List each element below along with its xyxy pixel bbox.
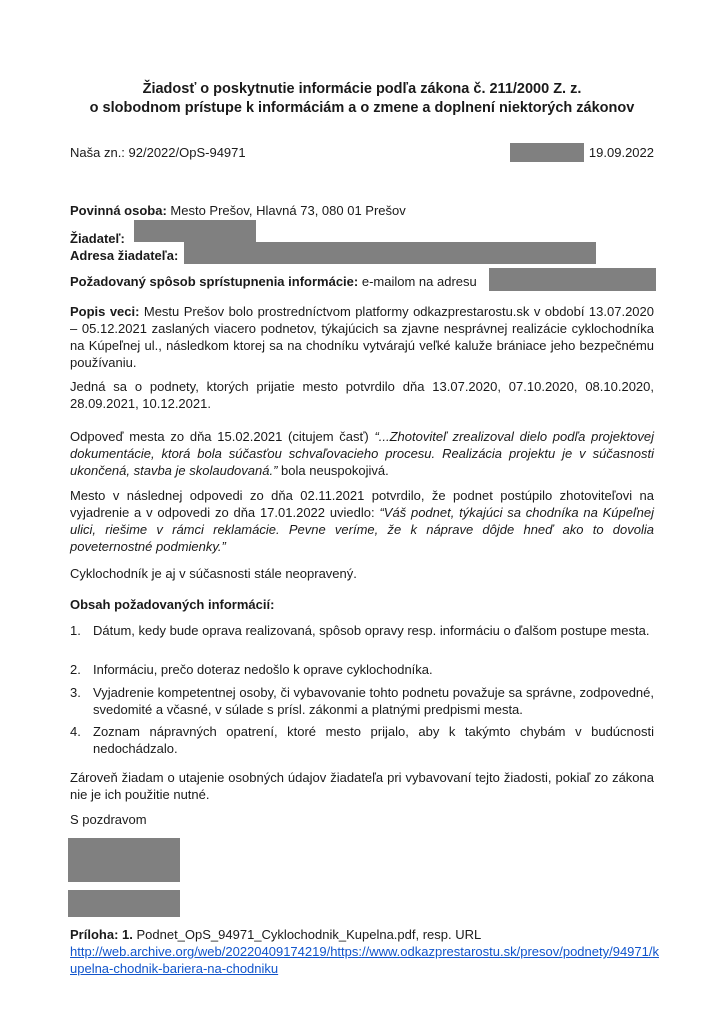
obligated-label: Povinná osoba:: [70, 203, 167, 218]
list-item-text: Zoznam nápravných opatrení, ktoré mesto prijalo, aby k takýmto chybám v budúcnosti nedochádzalo.: [93, 724, 654, 756]
list-item-text: Vyjadrenie kompetentnej osoby, či vybavovanie tohto podnetu považuje sa správne, zodpovedné, svedomité a včasné, v súlade s prísl. zákonmi a platnými predpismi mesta.: [93, 685, 654, 717]
attachment-text: Podnet_OpS_94971_Cyklochodnik_Kupelna.pdf, resp. URL: [136, 927, 482, 942]
applicant-address-label: Adresa žiadateľa:: [70, 248, 179, 263]
delivery-method: [70, 274, 477, 289]
reply1-after: bola neuspokojivá.: [281, 463, 389, 478]
redacted-signature: [68, 838, 180, 882]
list-item-number: 2.: [70, 662, 81, 677]
redacted-name: [68, 890, 180, 917]
description-text: Mestu Prešov bolo prostredníctvom platformy odkazprestarostu.sk v období 13.07.2020 – 05.12.2021 zaslaných viacero podnetov, týkajúcich sa zjavne nesprávnej realizácie cyklochodníka na Kúpeľnej ul., následkom ktorej sa na chodníku vytvárajú veľké kaluže brániace jeho bezpečnému používaniu.: [70, 304, 654, 370]
requested-heading: Obsah požadovaných informácií:: [70, 597, 275, 612]
description-label: Popis veci:: [70, 304, 140, 319]
delivery-label: Požadovaný spôsob sprístupnenia informácie:: [70, 274, 359, 289]
closing: S pozdravom: [70, 812, 147, 827]
list-item-text: Informáciu, prečo doteraz nedošlo k oprave cyklochodníka.: [93, 662, 433, 677]
redacted-address: [184, 242, 596, 264]
reply2-before: Mesto v následnej odpovedi zo dňa 02.11.2021 potvrdilo, že podnet postúpilo zhotoviteľovi na vyjadrenie a v odpovedi zo dňa 17.01.2022 uviedlo:: [70, 488, 654, 520]
reference-number: Naša zn.: 92/2022/OpS-94971: [70, 145, 246, 160]
attachment: [70, 926, 660, 977]
reply2-paragraph: [70, 487, 654, 555]
status-paragraph: Cyklochodník je aj v súčasnosti stále neopravený.: [70, 566, 357, 581]
obligated-value: Mesto Prešov, Hlavná 73, 080 01 Prešov: [170, 203, 406, 218]
title-line-2: o slobodnom prístupe k informáciám a o zmene a doplnení niektorých zákonov: [89, 100, 635, 116]
delivery-value: e-mailom na adresu: [361, 274, 477, 289]
applicant-label: Žiadateľ:: [70, 231, 125, 246]
list-item-number: 4.: [70, 724, 81, 739]
document-date: 19.09.2022: [588, 145, 654, 160]
attachment-label: Príloha: 1.: [70, 927, 133, 942]
obligated-person: [70, 203, 406, 218]
list-item-text: Dátum, kedy bude oprava realizovaná, spôsob opravy resp. informáciu o ďalšom postupe mesta.: [93, 623, 650, 638]
description-paragraph: [70, 303, 654, 371]
reply2-quote: “Váš podnet, týkajúci sa chodníka na Kúpeľnej ulici, riešime v rámci reklamácie. Pevne veríme, že k náprave dôjde hneď ako to dovolia poveternostné podmienky.”: [70, 505, 654, 554]
reply1-quote: “...Zhotoviteľ zrealizoval dielo podľa projektovej dokumentácie, ktorá bola súčasťou schvaľovacieho procesu. Realizácia projektu je v súčasnosti ukončená, stavba je skolaudovaná.”: [70, 429, 654, 478]
list-item-number: 1.: [70, 623, 81, 638]
reply1-before: Odpoveď mesta zo dňa 15.02.2021 (citujem časť): [70, 429, 369, 444]
redacted-applicant: [134, 220, 256, 242]
privacy-paragraph: Zároveň žiadam o utajenie osobných údajov žiadateľa pri vybavovaní tejto žiadosti, pokiaľ zo zákona nie je ich použitie nutné.: [70, 770, 654, 802]
redacted-location: [510, 143, 584, 162]
attachment-link[interactable]: http://web.archive.org/web/20220409174219/https://www.odkazprestarostu.sk/presov/podnety/94971/kupelna-chodnik-bariera-na-chodniku: [70, 944, 659, 976]
title-line-1: Žiadosť o poskytnutie informácie podľa zákona č. 211/2000 Z. z.: [142, 81, 582, 97]
list-item-number: 3.: [70, 685, 81, 700]
reply1-paragraph: [70, 428, 654, 479]
redacted-email: [489, 268, 656, 291]
document-title: [40, 80, 684, 118]
dates-paragraph: Jedná sa o podnety, ktorých prijatie mesto potvrdilo dňa 13.07.2020, 07.10.2020, 08.10.2020, 28.09.2021, 10.12.2021.: [70, 379, 654, 411]
